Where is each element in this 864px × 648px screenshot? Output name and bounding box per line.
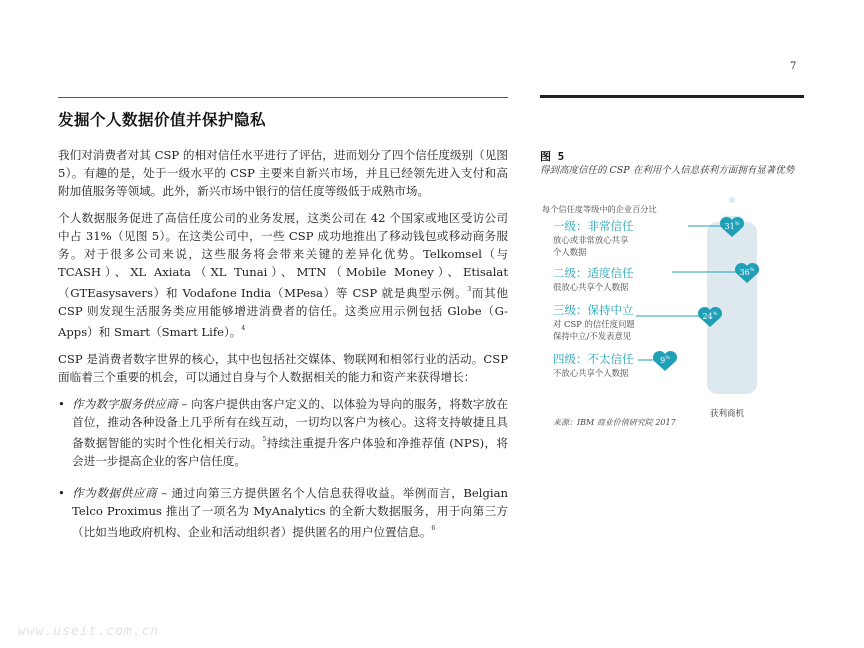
tier-4-ref: % [665,355,670,361]
bullet-text: – 通过向第三方提供匿名个人信息获得收益。举例而言，Belgian Telco Proximus 推出了一项名为 MyAnalytics 的全新大数据服务，用于向第三方（比如当地政府机构、企业和活动组织者）提供匿名的用户位置信息。 [72,486,508,539]
tier-1-percent [721,221,743,231]
tier-3-desc-2: 保持中立/不发表意见 [553,331,632,341]
tier-4-name: 四级：不太信任 [553,352,634,366]
tier-3-name: 三级：保持中立 [553,303,634,317]
bullet-text-continued: 持续注重提升客户体验和净推荐值 (NPS)，将会进一步提高企业的客户信任度。 [72,436,508,468]
tier-3-ref: % [712,311,718,317]
bullet-term: 作为数据供应商 [72,486,158,500]
page-title: 发掘个人数据价值并保护隐私 [58,111,267,129]
paragraph-3: CSP 是消费者数字世界的核心，其中也包括社交媒体、物联网和相邻行业的活动。CSP 面临着三个重要的机会，可以通过自身与个人数据相关的能力和资产来获得增长： [58,352,508,384]
figure-label: 图 5 [540,150,565,163]
tier-4-percent [654,355,676,365]
tier-1-desc-2: 个人数据 [553,247,587,257]
figure-name-label: 获利商机 [710,409,745,419]
body-text [58,146,508,555]
tier-2-name: 二级：适度信任 [553,266,634,280]
right-header-rule [540,95,804,98]
tier-1-value: 31 [724,222,735,231]
figure-source: 来源：IBM 商业价值研究院 2017 [553,418,676,427]
page-number: 7 [790,61,797,72]
bullet-text: – 向客户提供由客户定义的、以体验为导向的服务，将数字放在首位，推动各种设备上几乎所有在线互动，一切均以客户为核心。这将支持敏捷且具备数据智能的实时个性化相关行动。 [72,397,508,450]
footnote-ref-4: 4 [241,325,246,332]
tier-2-desc: 很放心共享个人数据 [553,282,629,292]
bullet-list [58,395,508,541]
tier-4-value: 9 [660,356,666,365]
bullet-term: 作为数字服务供应商 [72,397,178,411]
tier-3 [553,303,635,342]
tier-3-value: 24 [702,312,713,321]
watermark: www.useit.com.cn [18,624,160,639]
figure-caption: 得到高度信任的 CSP 在利用个人信息获利方面拥有显著优势 [540,165,795,176]
bullet-item-digital-service [58,395,508,470]
paragraph-2 [58,209,508,341]
tier-4-desc: 不放心共享个人数据 [553,368,629,378]
paragraph-2-part-b: 而其他 CSP 则发现生活服务类应用能够增进消费者的信任。这类应用示例包括 Globe（G-Apps）和 Smart（Smart Life）。 [58,286,508,339]
tier-1 [553,219,634,258]
tier-2 [553,266,634,293]
footnote-ref-3: 3 [467,286,472,293]
tier-2-value: 36 [739,268,750,277]
tier-3-percent [699,311,721,321]
tier-3-desc: 对 CSP 的信任度问题 [553,319,635,329]
tier-2-percent [736,267,758,277]
tier-1-ref: % [734,221,740,227]
footnote-ref-5: 5 [262,436,267,443]
tier-1-desc: 放心或非常放心共享 [553,235,629,245]
footnote-ref-6: 6 [431,525,436,532]
tier-1-name: 一级：非常信任 [553,219,634,233]
bullet-item-data-provider [58,484,508,541]
paragraph-2-part-a: 个人数据服务促进了高信任度公司的业务发展，这类公司在 42 个国家或地区受访公司中占 31%（见图 5）。在这类公司中，一些 CSP 成功地推出了移动钱包或移动商务服务。对于很多公司来说，这些服务将会带来关键的差异化优势。Telkomsel（与 TCASH）、XL Axiata（XL Tunai）、MTN（Mobile Money）、Etisalat（GTEasysavers）和 Vodafone India（MPesa）等 CSP 就是典型示例。 [58,211,508,300]
paragraph-1: 我们对消费者对其 CSP 的相对信任水平进行了评估，进而划分了四个信任度级别（见图 5）。有趣的是，处于一级水平的 CSP 主要来自新兴市场，并且已经领先进入支付和高附加值服务等领域。此外，新兴市场中银行的信任度等级低于成熟市场。 [58,148,508,198]
tier-2-ref: % [749,267,755,273]
figure-subtitle: 每个信任度等级中的企业百分比 [542,204,657,214]
tier-4 [553,352,634,379]
left-header-rule [58,97,508,98]
